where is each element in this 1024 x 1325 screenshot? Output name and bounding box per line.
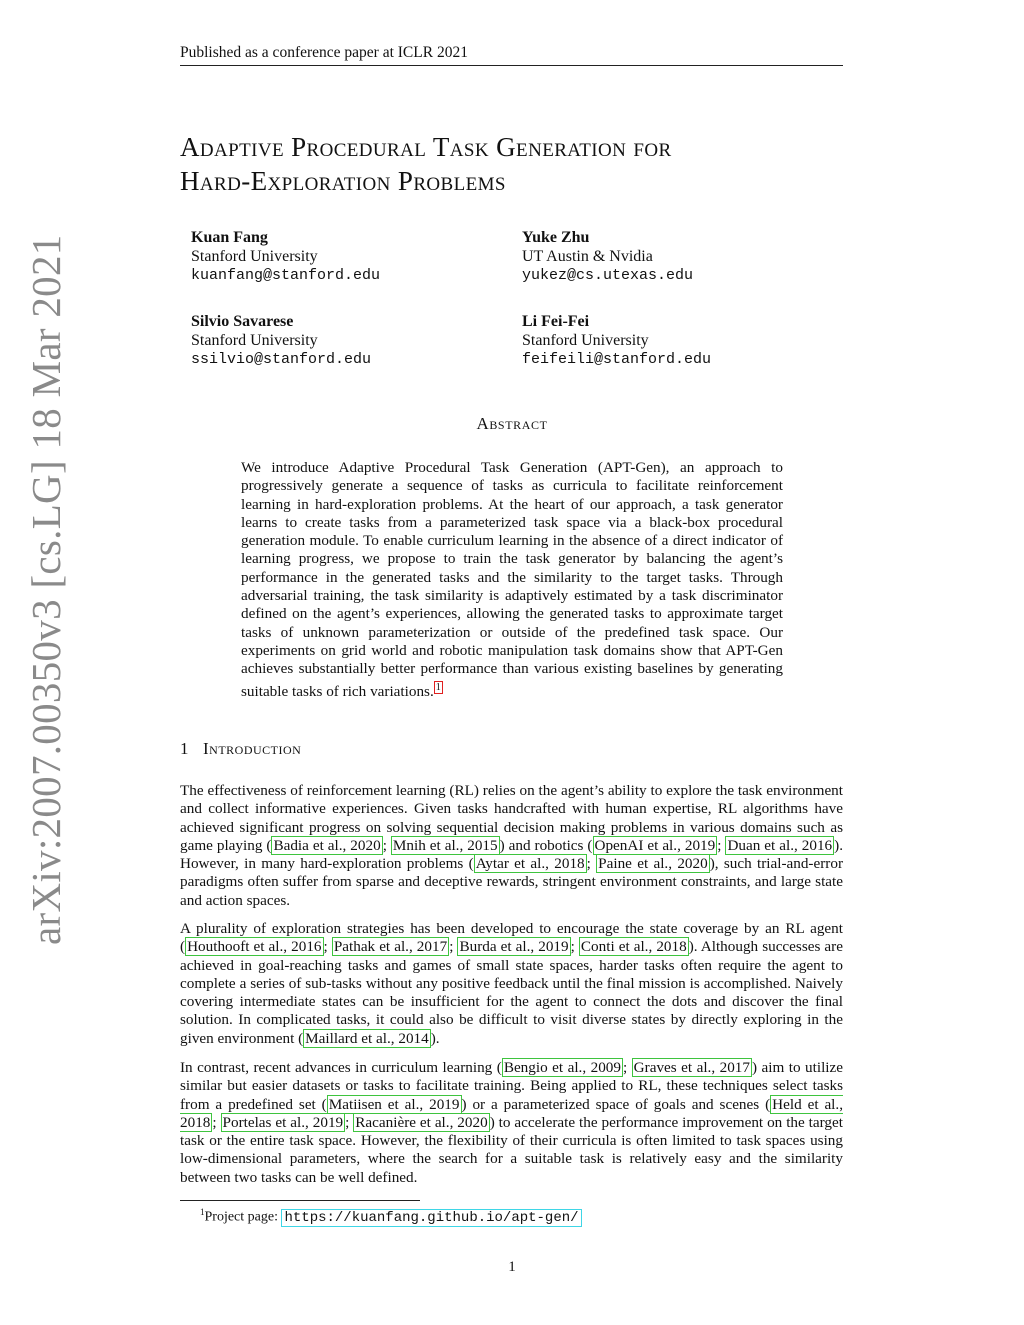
text-run: ), such trial-and-error paradigms often suffer from sparse and deceptive rewards, stringent environment constraints, and large state and action spaces.: [180, 855, 843, 909]
author-affiliation: Stanford University: [522, 332, 649, 349]
citation-link[interactable]: Houthooft et al., 2016: [187, 938, 322, 956]
project-page-link[interactable]: https://kuanfang.github.io/apt-gen/: [281, 1209, 581, 1227]
author-block: [191, 228, 380, 285]
text-run: A plurality of exploration strategies has been developed to encourage the state coverage by an RL agent (: [180, 920, 843, 956]
footnote-reference-link[interactable]: 1: [435, 681, 441, 693]
footnote-mark: 1: [200, 1207, 205, 1217]
text-run: ) aim to utilize similar but easier datasets or tasks to facilitate training. Being applied to RL, these techniques select tasks from a predefined set (: [180, 1059, 843, 1113]
abstract-body: We introduce Adaptive Procedural Task Generation (APT-Gen), an approach to progressively generate a sequence of tasks as curricula to facilitate reinforcement learning in hard-exploration problems. At the heart of our approach, a task generator learns to create tasks from a parameterized task space via a black-box procedural generation module. To enable curriculum learning in the absence of a direct indicator of learning progress, we propose to train the task generator by balancing the agent’s performance in the generated tasks and the similarity to the target tasks. Through adversarial training, the task similarity is adaptively estimated by a task discriminator defined on the agent’s experiences, allowing the generated tasks to approximate target tasks of unknown parameterization or outside of the predefined task space. Our experiments on grid world and robotic manipulation task domains show that APT-Gen achieves substantially better performance than various existing baselines by generating suitable tasks of rich variations.: [241, 459, 783, 700]
citation-link[interactable]: Duan et al., 2016: [727, 836, 833, 854]
text-run: ;: [212, 1113, 221, 1131]
citation-link[interactable]: Graves et al., 2017: [633, 1059, 750, 1076]
text-run: ;: [586, 855, 597, 873]
text-run: The effectiveness of reinforcement learning (RL) relies on the agent’s ability to explore the task environment and collect informative experiences. Given tasks handcrafted with human expertise, RL algorithms have achieved significant progress on solving sequential decision making problems in various domains such as game playing (: [180, 782, 843, 854]
text-run: In contrast, recent advances in curriculum learning (: [180, 1059, 502, 1076]
title-line-1: Adaptive Procedural Task Generation for: [180, 132, 672, 162]
text-run: ) to accelerate the performance improvement on the target task or the entire task space. However, the flexibility of their curricula is often limited to task spaces using low-dimensional parameters, where the search for a suitable task is relatively easy and the similarity between two tasks can be well defined.: [180, 1113, 843, 1186]
text-run: ) or a parameterized space of goals and scenes (: [461, 1095, 771, 1113]
citation-link[interactable]: Portelas et al., 2019: [222, 1113, 344, 1131]
text-run: ;: [570, 938, 579, 956]
intro-paragraph-3: [180, 1059, 843, 1187]
text-run: ). Although successes are achieved in goal-reaching tasks and games of small state spaces, harder tasks often require the agent to complete a series of sub-tasks without any positive feedback until the final mission is accomplished. Naively covering intermediate states can be insufficient for the agent to connect the dots and discover the final solution. In complicated tasks, it could also be difficult to visit diverse states by directly exploring in the given environment (: [180, 938, 843, 1047]
title-line-2: Hard-Exploration Problems: [180, 166, 506, 196]
citation-link[interactable]: Maillard et al., 2014: [305, 1029, 429, 1047]
section-heading: [180, 739, 301, 759]
citation-link[interactable]: Badia et al., 2020: [273, 836, 381, 854]
author-name: Kuan Fang: [191, 229, 268, 246]
author-email[interactable]: kuanfang@stanford.edu: [191, 267, 381, 284]
citation-link[interactable]: Conti et al., 2018: [580, 938, 687, 956]
author-name: Yuke Zhu: [522, 229, 590, 246]
citation-link[interactable]: Pathak et al., 2017: [333, 938, 448, 956]
abstract-text: [241, 459, 783, 701]
author-email[interactable]: yukez@cs.utexas.edu: [522, 267, 694, 284]
author-email[interactable]: ssilvio@stanford.edu: [191, 351, 372, 368]
page-number: 1: [508, 1259, 516, 1275]
text-run: ;: [345, 1113, 354, 1131]
section-title: Introduction: [203, 739, 302, 758]
section-number: 1: [180, 739, 189, 758]
citation-link[interactable]: Matiisen et al., 2019: [328, 1095, 460, 1113]
paper-title: [180, 130, 840, 198]
author-email[interactable]: feifeili@stanford.edu: [522, 351, 712, 368]
citation-link[interactable]: Mnih et al., 2015: [392, 836, 498, 854]
citation-link[interactable]: Held et al., 2018: [180, 1095, 844, 1131]
author-affiliation: Stanford University: [191, 332, 318, 349]
text-run: ;: [717, 836, 726, 854]
citation-link[interactable]: Paine et al., 2020: [598, 855, 708, 873]
author-block: [522, 312, 711, 369]
author-affiliation: Stanford University: [191, 248, 318, 265]
citation-link[interactable]: Burda et al., 2019: [459, 938, 569, 956]
footnote-divider: [180, 1200, 420, 1201]
author-affiliation: UT Austin & Nvidia: [522, 248, 653, 265]
text-run: ;: [323, 938, 332, 956]
text-run: ).: [430, 1029, 440, 1047]
text-run: ;: [449, 938, 458, 956]
author-name: Li Fei-Fei: [522, 313, 590, 330]
citation-link[interactable]: Aytar et al., 2018: [475, 855, 585, 873]
running-header: Published as a conference paper at ICLR 2021: [180, 44, 843, 66]
intro-paragraph-2: [180, 920, 843, 1048]
citation-link[interactable]: OpenAI et al., 2019: [594, 836, 716, 854]
abstract-heading: Abstract: [476, 414, 548, 433]
citation-link[interactable]: Bengio et al., 2009: [503, 1059, 621, 1076]
author-block: [522, 228, 693, 285]
footnote-label: Project page:: [204, 1209, 282, 1225]
text-run: ). However, in many hard-exploration problems (: [180, 836, 843, 873]
text-run: ) and robotics (: [499, 836, 593, 854]
intro-paragraph-1: [180, 782, 843, 910]
footnote: [200, 1207, 582, 1226]
author-block: [191, 312, 371, 369]
text-run: ;: [622, 1059, 632, 1076]
arxiv-identifier[interactable]: arXiv:2007.00350v3 [cs.LG] 18 Mar 2021: [23, 234, 69, 945]
citation-link[interactable]: Racanière et al., 2020: [355, 1113, 488, 1131]
author-name: Silvio Savarese: [191, 313, 294, 330]
text-run: ;: [382, 836, 391, 854]
